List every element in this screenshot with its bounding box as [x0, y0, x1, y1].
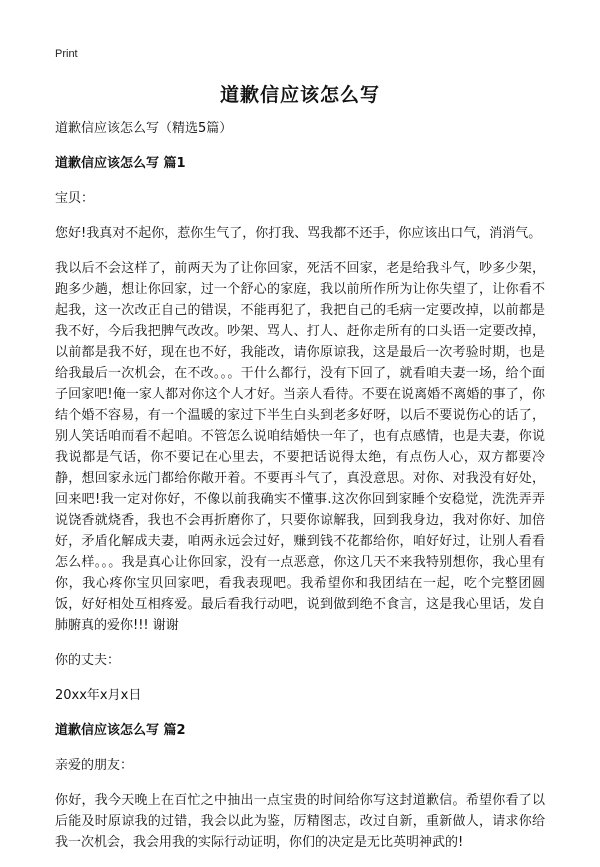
salutation: 宝贝： — [55, 191, 95, 206]
section-heading: 道歉信应该怎么写 篇2 — [55, 723, 186, 738]
print-label: Print — [55, 48, 78, 60]
date: 20xx年x月x日 — [55, 688, 142, 703]
salutation: 亲爱的朋友： — [55, 758, 134, 773]
section-2 — [55, 720, 545, 853]
section-heading: 道歉信应该怎么写 篇1 — [55, 156, 186, 171]
page-title: 道歉信应该怎么写 — [219, 84, 380, 106]
document-subtitle: 道歉信应该怎么写（精选5篇） — [55, 121, 233, 136]
document-body — [55, 118, 545, 867]
paragraph: 你好，我今天晚上在百忙之中抽出一点宝贵的时间给你写这封道歉信。希望你看了以后能及时原谅我的过错，我会以此为鉴，厉精图志，改过自新，重新做人，请求你给我一次机会，我会用我的实际行动证明，你们的决定是无比英明神武的! — [55, 793, 545, 850]
closing: 你的丈夫： — [55, 653, 121, 668]
paragraph: 您好!我真对不起你，惹你生气了，你打我、骂我都不还手，你应该出口气，消消气。 — [55, 226, 542, 241]
paragraph: 我以后不会这样了，前两天为了让你回家，死活不回家，老是给我斗气，吵多少架，跑多少趟，想让你回家，过一个舒心的家庭，我以前所作所为让你失望了，让你看不起我，这一次改正自己的错误，不能再犯了，我把自己的毛病一定要改掉，以前都是我不好，今后我把脾气改改。吵架、骂人、打人、赶你走所有的口头语一定要改掉，以前都是我不好，现在也不好，我能改，请你原谅我，这是最后一次考验时期，也是给我最后一次机会，在不改。。。干什么都行，没有下回了，就看咱夫妻一场，给个面子回家吧!俺一家人都对你这个人才好。当亲人看待。不要在说离婚不离婚的事了，你结个婚不容易，有一个温暖的家过下半生白头到老多好呀，以后不要说伤心的话了，别人笑话咱而看不起咱。不管怎么说咱结婚快一年了，也有点感情，也是夫妻，你说我说都是气话，你不要记在心里去，不要把话说得太绝，有点伤人心，双方都要冷静，想回家永远门都给你敞开着。不要再斗气了，真没意思。对你、对我没有好处，回来吧!我一定对你好，不像以前我确实不懂事.这次你回到家睡个安稳觉，洗洗弄弄说饶香就烧香，我也不会再折磨你了，只要你谅解我，回到我身边，我对你好、加倍好，矛盾化解成夫妻，咱两永远会过好，赚到钱不花都给你，咱好好过，让别人看看怎么样。。。我是真心让你回家，没有一点恶意，你这几天不来我特别想你，我心里有你，我心疼你宝贝回家吧，看我表现吧。我希望你和我团结在一起，吃个完整团圆饭，好好相处互相疼爱。最后看我行动吧，说到做到绝不食言，这是我心里话，发自肺腑真的爱你!!! 谢谢 — [55, 261, 545, 633]
section-1 — [55, 153, 545, 706]
